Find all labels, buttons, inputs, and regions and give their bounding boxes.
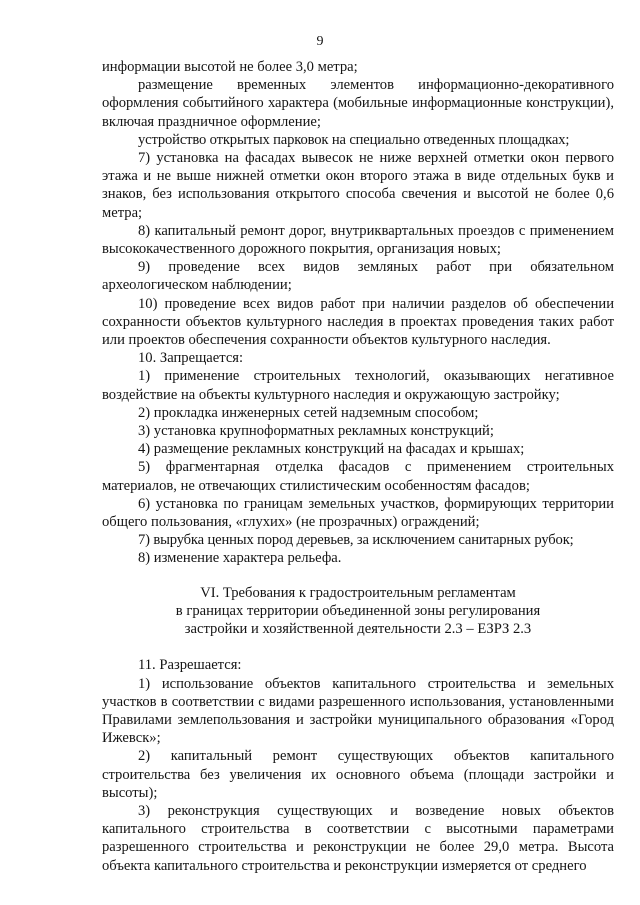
paragraph: 10) проведение всех видов работ при наличии разделов об обеспечении сохранности объектов культурного наследия в проектах проведения таких работ или проектов обеспечения сохранности объектов культурного наследия. [102,295,614,349]
paragraph: 4) размещение рекламных конструкций на фасадах и крышах; [138,441,525,458]
section-heading-line: VI. Требования к градостроительным регламентам [200,584,516,601]
section-heading-line: застройки и хозяйственной деятельности 2.3 – ЕЗРЗ 2.3 [184,621,532,638]
paragraph: 7) установка на фасадах вывесок не ниже верхней отметки окон первого этажа и не выше нижней отметки окон второго этажа в виде отдельных букв и знаков, без использования открытого способа свечения и высотой не более 0,6 метра; [102,150,614,221]
paragraph: 1) применение строительных технологий, оказывающих негативное воздействие на объекты культурного наследия и окружающую застройку; [102,368,614,403]
document-body [102,58,614,875]
paragraph: 6) установка по границам земельных участков, формирующих территории общего пользования, «глухих» (не прозрачных) ограждений; [102,495,614,531]
paragraph: 2) прокладка инженерных сетей надземным способом; [138,404,479,421]
paragraph: размещение временных элементов информационно-декоративного оформления событийного характера (мобильные информационные конструкции), включая праздничное оформление; [102,77,614,130]
paragraph: 5) фрагментарная отделка фасадов с применением строительных материалов, не отвечающих стилистическим особенностям фасадов; [102,459,614,494]
paragraph: 10. Запрещается: [138,350,244,367]
section-heading-line: в границах территории объединенной зоны регулирования [175,602,541,619]
paragraph: 2) капитальный ремонт существующих объектов капитального строительства без увеличения их основного объема (площади застройки и высоты); [102,748,614,801]
paragraph: 3) реконструкция существующих и возведение новых объектов капитального строительства в соответствии с высотными параметрами разрешенного строительства и реконструкции не более 29,0 метра. Высота объекта капитального строительства и реконструкции измеряется от среднего [102,802,614,874]
paragraph: 3) установка крупноформатных рекламных конструкций; [138,423,494,440]
section-heading [102,584,614,639]
paragraph: 9) проведение всех видов земляных работ при обязательном археологическом наблюдении; [102,259,614,294]
paragraph: 1) использование объектов капитального строительства и земельных участков в соответствии с видами разрешенного использования, установленными Правилами землепользования и застройки муниципального образования «Город Ижевск»; [102,675,614,747]
paragraph: 7) вырубка ценных пород деревьев, за исключением санитарных рубок; [138,532,574,549]
paragraph: 8) изменение характера рельефа. [138,550,342,567]
paragraph: устройство открытых парковок на специально отведенных площадках; [138,131,570,148]
page-number: 9 [316,34,324,49]
paragraph: информации высотой не более 3,0 метра; [102,59,358,75]
paragraph: 8) капитальный ремонт дорог, внутриквартальных проездов с применением высококачественного дорожного покрытия, организация новых; [102,222,614,258]
paragraph: 11. Разрешается: [138,657,242,674]
